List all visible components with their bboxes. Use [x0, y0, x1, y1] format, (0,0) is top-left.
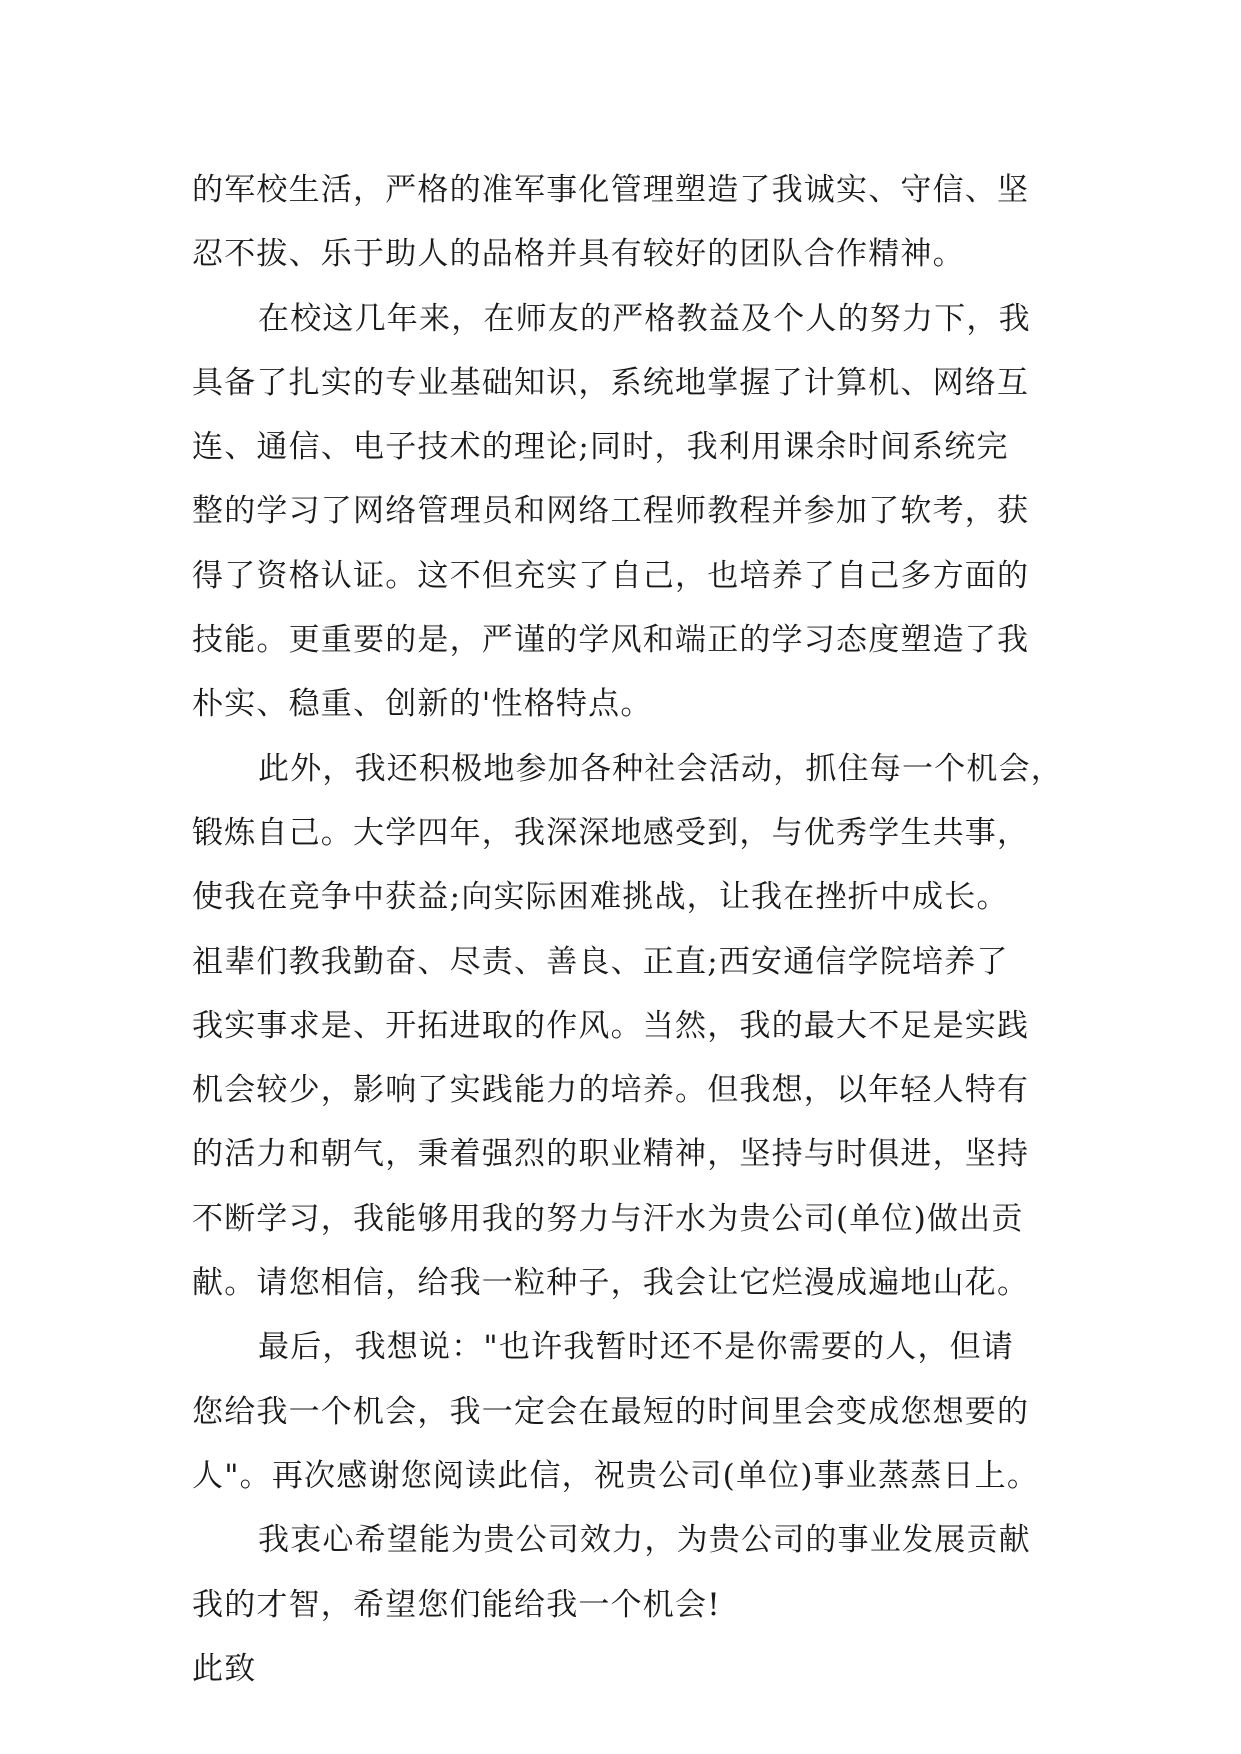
- text-line: 机会较少，影响了实践能力的培养。但我想，以年轻人特有: [192, 1072, 1030, 1109]
- paragraph-start-line: 我衷心希望能为贵公司效力，为贵公司的事业发展贡献: [258, 1522, 1031, 1559]
- text-line: 锻炼自己。大学四年，我深深地感受到，与优秀学生共事，: [192, 814, 1030, 851]
- text-line: 我实事求是、开拓进取的作风。当然，我的最大不足是实践: [192, 1007, 1030, 1044]
- text-line: 不断学习，我能够用我的努力与汗水为贵公司(单位)做出贡: [192, 1200, 1024, 1237]
- text-line: 朴实、稳重、创新的'性格特点。: [192, 686, 653, 723]
- text-line: 使我在竞争中获益;向实际困难挑战，让我在挫折中成长。: [192, 879, 1009, 916]
- text-line: 献。请您相信，给我一粒种子，我会让它烂漫成遍地山花。: [192, 1265, 1030, 1302]
- text-line: 具备了扎实的专业基础知识，系统地掌握了计算机、网络互: [192, 364, 1030, 401]
- text-line: 技能。更重要的是，严谨的学风和端正的学习态度塑造了我: [192, 622, 1030, 659]
- text-line: 我的才智，希望您们能给我一个机会!: [192, 1586, 721, 1623]
- letter-body: [192, 158, 1072, 1701]
- text-line: 得了资格认证。这不但充实了自己，也培养了自己多方面的: [192, 557, 1030, 594]
- paragraph-start-line: 此外，我还积极地参加各种社会活动，抓住每一个机会，: [258, 750, 1063, 787]
- paragraph-start-line: 在校这几年来，在师友的严格教益及个人的努力下，我: [258, 300, 1031, 337]
- paragraph-start-line: 最后，我想说："也许我暂时还不是你需要的人，但请: [258, 1329, 1015, 1366]
- closing-salutation: 此致: [192, 1650, 257, 1687]
- text-line: 连、通信、电子技术的理论;同时，我利用课余时间系统完: [192, 429, 1009, 466]
- text-line: 您给我一个机会，我一定会在最短的时间里会变成您想要的: [192, 1393, 1030, 1430]
- text-line: 忍不拔、乐于助人的品格并具有较好的团队合作精神。: [192, 236, 965, 273]
- text-line: 人"。再次感谢您阅读此信，祝贵公司(单位)事业蒸蒸日上。: [192, 1457, 1040, 1494]
- text-line: 祖辈们教我勤奋、尽责、善良、正直;西安通信学院培养了: [192, 943, 1009, 980]
- text-line: 的活力和朝气，秉着强烈的职业精神，坚持与时俱进，坚持: [192, 1136, 1030, 1173]
- text-line: 整的学习了网络管理员和网络工程师教程并参加了软考，获: [192, 493, 1030, 530]
- text-line: 的军校生活，严格的准军事化管理塑造了我诚实、守信、坚: [192, 172, 1030, 208]
